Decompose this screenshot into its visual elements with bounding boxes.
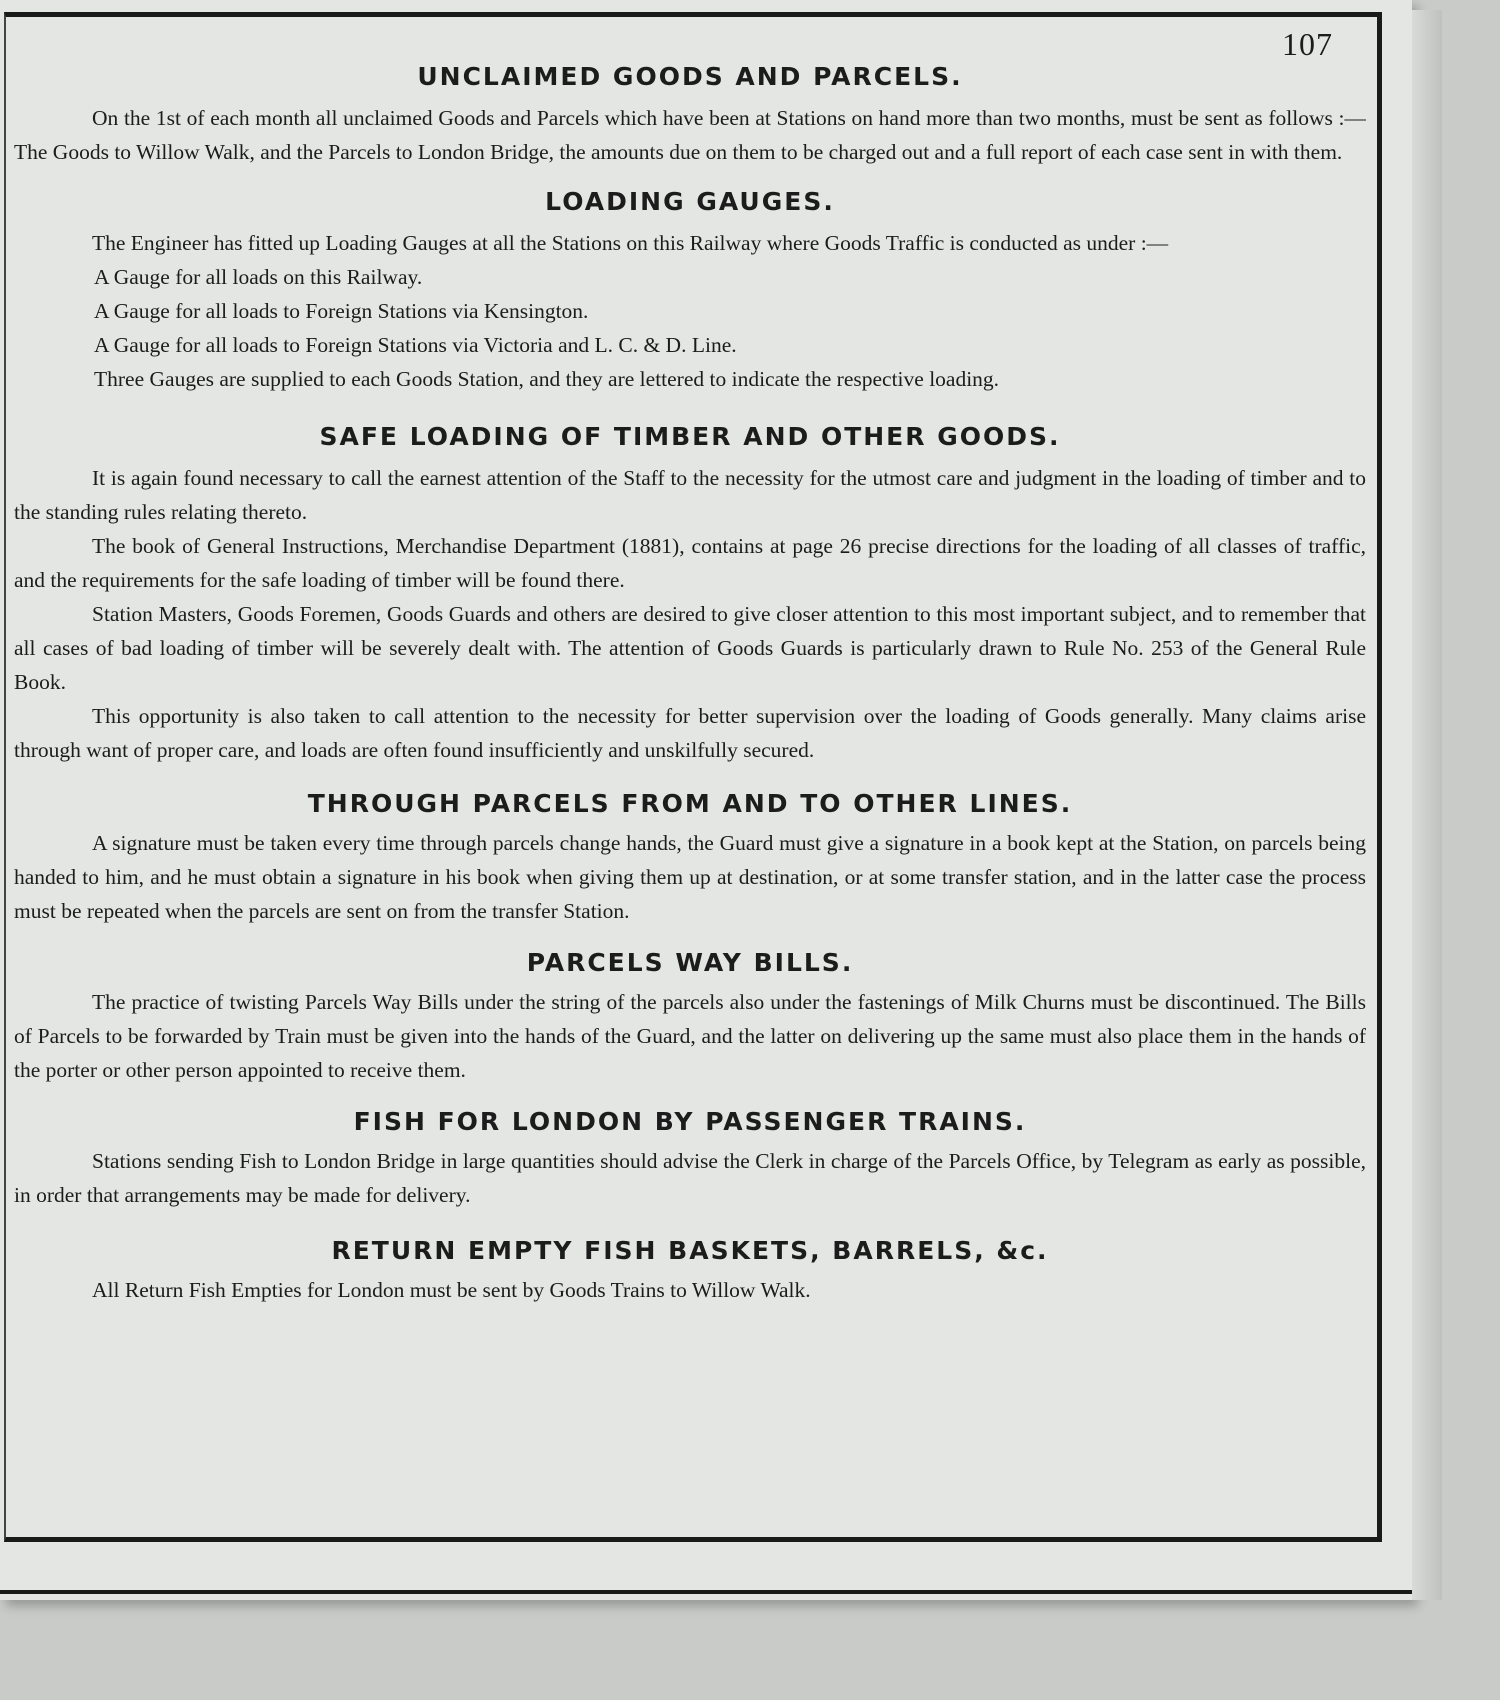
section-heading: THROUGH PARCELS FROM AND TO OTHER LINES. [307, 789, 1073, 818]
section-return-empty-baskets [14, 1236, 1366, 1307]
page-edge [1412, 10, 1442, 1600]
section-heading: FISH FOR LONDON BY PASSENGER TRAINS. [353, 1107, 1027, 1136]
gauge-list-item: A Gauge for all loads to Foreign Stations via Kensington. [94, 299, 589, 323]
section-heading: RETURN EMPTY FISH BASKETS, BARRELS, &c. [331, 1236, 1049, 1265]
paragraph: It is again found necessary to call the earnest attention of the Staff to the necessity for the utmost care and judgment in the loading of timber and to the standing rules relating thereto. [14, 466, 1366, 524]
section-heading: PARCELS WAY BILLS. [526, 948, 854, 977]
section-unclaimed-goods [14, 62, 1366, 169]
gauge-list-item: A Gauge for all loads to Foreign Stations via Victoria and L. C. & D. Line. [94, 333, 737, 357]
gauge-list-item: A Gauge for all loads on this Railway. [94, 265, 423, 289]
page-content [14, 62, 1366, 1532]
section-loading-gauges [14, 187, 1366, 396]
section-fish-for-london [14, 1107, 1366, 1212]
section-heading: LOADING GAUGES. [545, 187, 835, 216]
paragraph: A signature must be taken every time through parcels change hands, the Guard must give a signature in a book kept at the Station, on parcels being handed to him, and he must obtain a signature in his book when giving them up at destination, or at some transfer station, and in the latter case the process must be repeated when the parcels are sent on from the transfer Station. [14, 831, 1366, 923]
paragraph: Station Masters, Goods Foremen, Goods Guards and others are desired to give closer attention to this most important subject, and to remember that all cases of bad loading of timber will be severely dealt with. The attention of Goods Guards is particularly drawn to Rule No. 253 of the General Rule Book. [14, 602, 1366, 694]
gauge-list-item: Three Gauges are supplied to each Goods Station, and they are lettered to indicate the respective loading. [94, 367, 1000, 391]
paragraph: All Return Fish Empties for London must be sent by Goods Trains to Willow Walk. [92, 1278, 811, 1302]
paragraph: The Engineer has fitted up Loading Gauges at all the Stations on this Railway where Goods Traffic is conducted as under :— [92, 231, 1169, 255]
paragraph: The practice of twisting Parcels Way Bills under the string of the parcels also under the fastenings of Milk Churns must be discontinued. The Bills of Parcels to be forwarded by Train must be given into the hands of the Guard, and the latter on delivering up the same must also place them in the hands of the porter or other person appointed to receive them. [14, 990, 1366, 1082]
section-heading: SAFE LOADING OF TIMBER AND OTHER GOODS. [319, 422, 1061, 451]
section-safe-loading [14, 422, 1366, 767]
section-parcels-way-bills [14, 948, 1366, 1087]
bottom-rule [0, 1590, 1412, 1594]
paragraph: This opportunity is also taken to call attention to the necessity for better supervision over the loading of Goods generally. Many claims arise through want of proper care, and loads are often found insufficiently and unskilfully secured. [14, 704, 1366, 762]
paragraph: Stations sending Fish to London Bridge in large quantities should advise the Clerk in charge of the Parcels Office, by Telegram as early as possible, in order that arrangements may be made for delivery. [14, 1149, 1366, 1207]
section-heading: UNCLAIMED GOODS AND PARCELS. [417, 62, 963, 91]
paragraph: On the 1st of each month all unclaimed Goods and Parcels which have been at Stations on hand more than two months, must be sent as follows :—The Goods to Willow Walk, and the Parcels to London Bridge, the amounts due on them to be charged out and a full report of each case sent in with them. [14, 106, 1366, 164]
paragraph: The book of General Instructions, Merchandise Department (1881), contains at page 26 precise directions for the loading of all classes of traffic, and the requirements for the safe loading of timber will be found there. [14, 534, 1366, 592]
section-through-parcels [14, 789, 1366, 928]
page-number: 107 [1282, 26, 1333, 62]
